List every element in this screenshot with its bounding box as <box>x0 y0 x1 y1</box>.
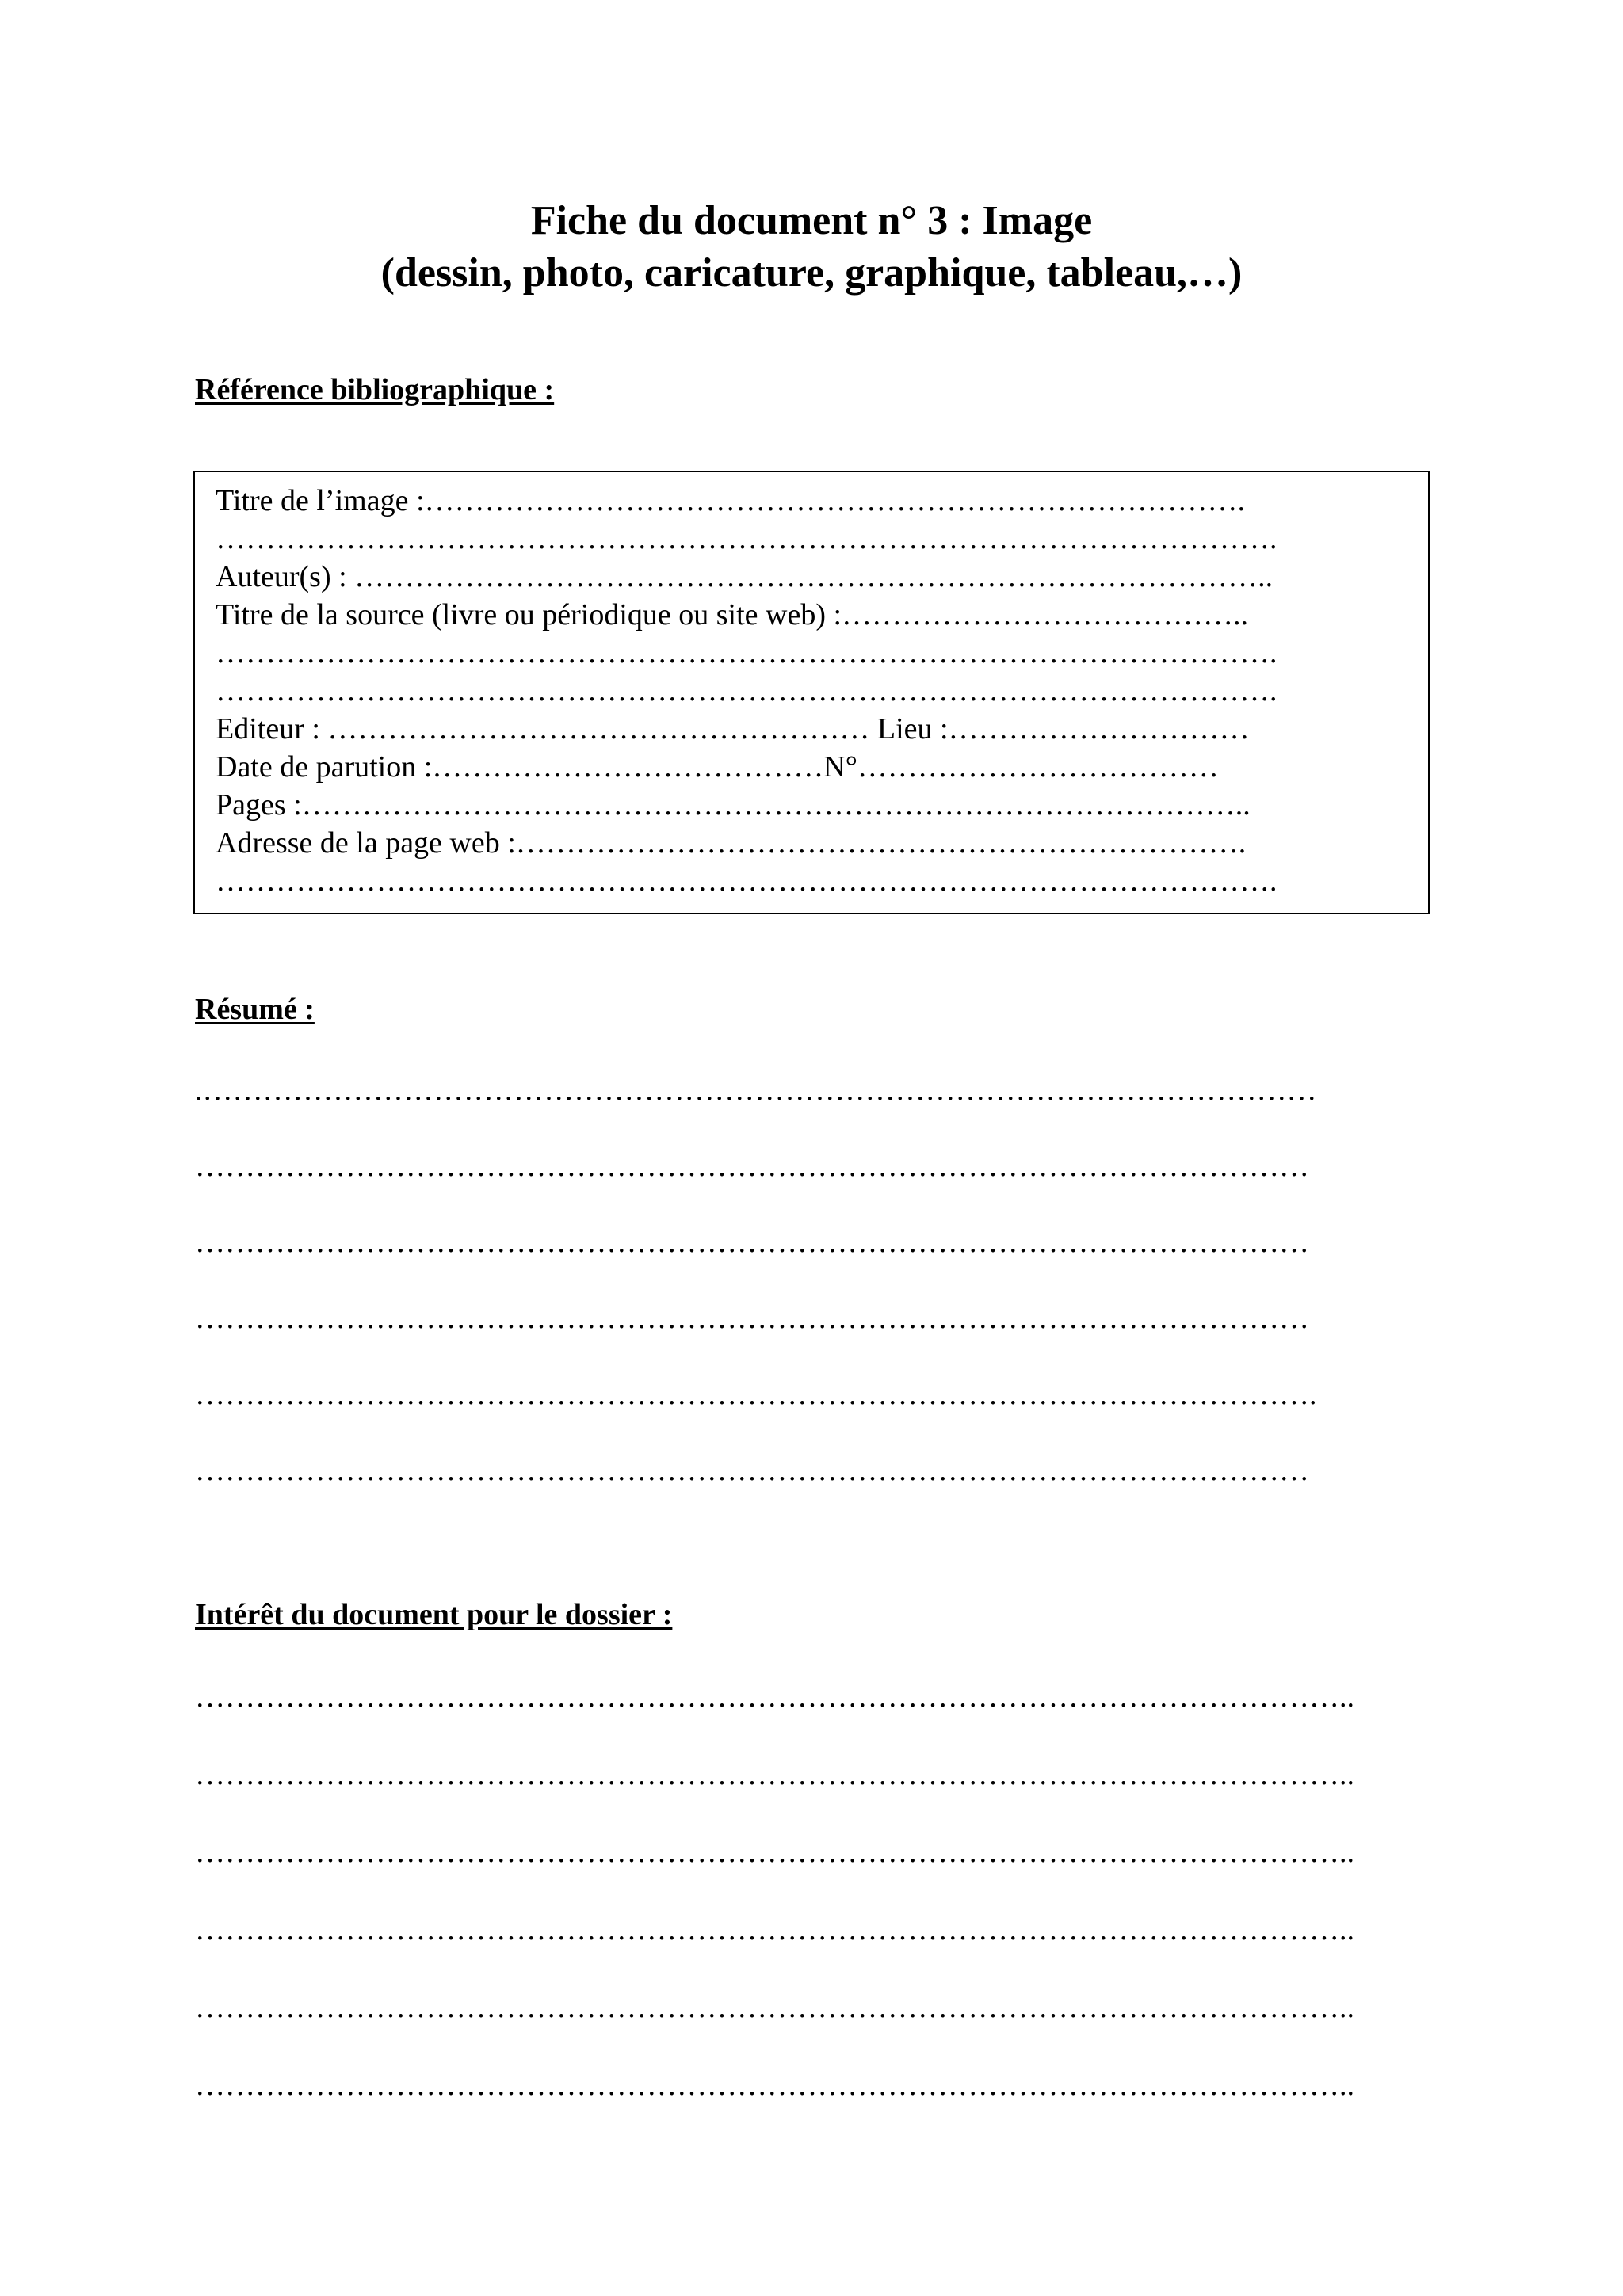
interet-line: …………………………………………………………………………………………………….. <box>195 2069 1354 2102</box>
title-line-1: Fiche du document n° 3 : Image <box>530 198 1093 243</box>
reference-heading: Référence bibliographique : <box>195 373 555 406</box>
ref-line-publisher-place: Editeur : ……………………………………………… Lieu :………………………… <box>216 712 1250 746</box>
title-line-2: (dessin, photo, caricature, graphique, tableau,…) <box>380 250 1243 296</box>
ref-line-date-number: Date de parution :…………………………………N°……………………………… <box>216 750 1219 784</box>
interet-heading: Intérêt du document pour le dossier : <box>195 1598 673 1631</box>
ref-line-image-title-cont: ……………………………………………………………………………………………. <box>216 522 1277 555</box>
ref-line-source-cont-1: ……………………………………………………………………………………………. <box>216 636 1277 669</box>
ref-line-source-cont-2: ……………………………………………………………………………………………. <box>216 674 1277 707</box>
page-title <box>0 195 1623 299</box>
resume-line: ………………………………………………………………………………………………… <box>195 1454 1309 1487</box>
interet-line: …………………………………………………………………………………………………….. <box>195 1991 1354 2024</box>
ref-line-pages: Pages :………………………………………………………………………………….. <box>216 788 1251 822</box>
resume-line: .………………………………………………………………………………………………… <box>195 1074 1317 1107</box>
resume-line: ………………………………………………………………………………………………… <box>195 1302 1309 1335</box>
resume-line: ………………………………………………………………………………………………… <box>195 1150 1309 1183</box>
ref-line-source-title: Titre de la source (livre ou périodique ou site web) :………………………………….. <box>216 598 1249 631</box>
ref-line-web-address: Adresse de la page web :………………………………………………………………. <box>216 826 1247 860</box>
interet-line: …………………………………………………………………………………………………….. <box>195 1913 1354 1947</box>
interet-line: …………………………………………………………………………………………………….. <box>195 1836 1354 1869</box>
ref-line-web-address-cont: ……………………………………………………………………………………………. <box>216 864 1277 898</box>
reference-box <box>193 471 1430 914</box>
resume-heading: Résumé : <box>195 993 315 1026</box>
resume-line: ………………………………………………………………………………………………… <box>195 1226 1309 1259</box>
resume-line: …………………………………………………………………………………………………. <box>195 1378 1317 1411</box>
interet-line: …………………………………………………………………………………………………….. <box>195 1758 1354 1791</box>
ref-line-image-title: Titre de l’image :………………………………………………………………………. <box>216 484 1245 517</box>
ref-line-authors: Auteur(s) : ……………………………………………………………………………….. <box>216 560 1274 593</box>
interet-line: …………………………………………………………………………………………………….. <box>195 1680 1354 1714</box>
